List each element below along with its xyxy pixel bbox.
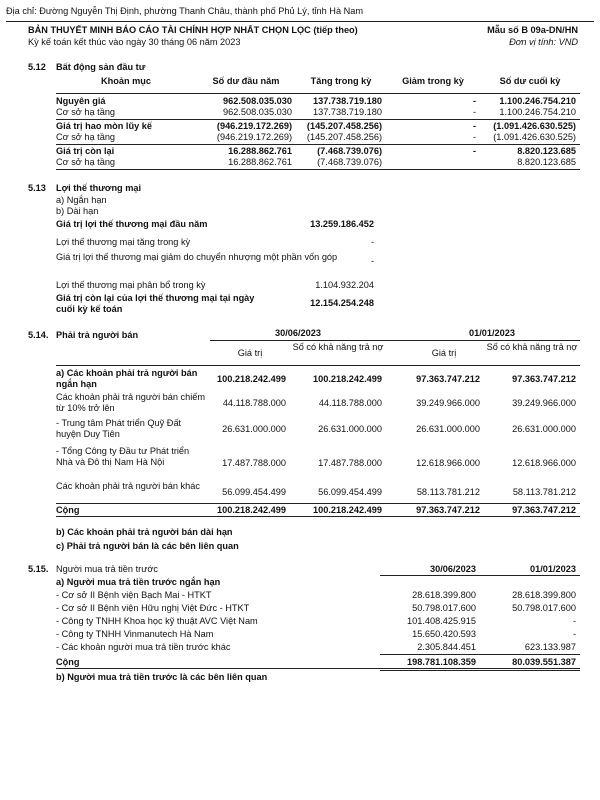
cell: -: [572, 629, 576, 639]
table-rule: [380, 654, 580, 655]
row-label: Cơ sở hạ tầng: [56, 157, 116, 167]
column-header: Giảm trong kỳ: [402, 76, 464, 86]
advance-row-label: - Các khoản người mua trả tiền trước khác: [56, 642, 231, 652]
cell: (946.219.172.269): [216, 121, 292, 131]
cell: (7.468.739.076): [317, 146, 382, 156]
advance-row-label: - Công ty TNHH Vinmanutech Hà Nam: [56, 629, 214, 639]
goodwill-value: -: [370, 237, 374, 247]
section-number: 5.15.: [28, 564, 49, 574]
cell: 962.508.035.030: [223, 107, 292, 117]
cell: (7.468.739.076): [317, 157, 382, 167]
goodwill-row-label: Lợi thế thương mại phân bổ trong kỳ: [56, 280, 206, 290]
cell: 28.618.399.800: [412, 590, 476, 600]
section-number: 5.12: [28, 62, 46, 72]
cell: (1.091.426.630.525): [493, 121, 576, 131]
row-label: Giá trị còn lại: [56, 146, 115, 156]
total-cell: 198.781.108.359: [407, 657, 476, 667]
column-header: Số có khả năng trả nợ: [486, 342, 578, 352]
table-rule: [380, 575, 580, 576]
table-rule: [56, 119, 580, 120]
column-header: Tăng trong kỳ: [310, 76, 372, 86]
total-cell: 97.363.747.212: [416, 505, 480, 515]
subsection-label: a) Người mua trả tiền trước ngắn hạn: [56, 577, 221, 587]
report-title: BẢN THUYẾT MINH BÁO CÁO TÀI CHÍNH HỢP NHẤT CHỌN LỌC (tiếp theo): [28, 25, 358, 35]
table-rule: [56, 503, 580, 504]
total-cell: 100.218.242.499: [217, 505, 286, 515]
goodwill-value: 13.259.186.452: [310, 219, 374, 229]
header-divider: [6, 21, 594, 22]
table-rule: [380, 670, 580, 671]
total-cell: 97.363.747.212: [512, 505, 576, 515]
advance-row-label: - Cơ sở II Bệnh viện Bạch Mai - HTKT: [56, 590, 212, 600]
total-cell: 80.039.551.387: [512, 657, 576, 667]
column-header: Số dư cuối kỳ: [499, 76, 561, 86]
table-rule: [56, 365, 580, 366]
cell: 26.631.000.000: [416, 424, 480, 434]
cell: 100.218.242.499: [217, 374, 286, 384]
cell: 44.118.788.000: [222, 398, 286, 408]
table-rule: [56, 93, 580, 94]
column-header: Khoản mục: [100, 76, 152, 86]
section-number: 5.14.: [28, 330, 49, 340]
cell: 1.100.246.754.210: [499, 107, 576, 117]
cell: 623.133.987: [524, 642, 576, 652]
date-header: 01/01/2023: [469, 328, 515, 338]
table-rule: [56, 169, 580, 170]
goodwill-value: -: [370, 256, 374, 266]
payable-row-label: - Trung tâm Phát triển Quỹ Đất huyện Duy Tiên: [56, 418, 182, 439]
column-header: Số dư đầu năm: [212, 76, 280, 86]
cell: -: [472, 96, 476, 106]
date-header: 01/01/2023: [530, 564, 576, 574]
cell: 26.631.000.000: [318, 424, 382, 434]
column-header: Giá trị: [431, 348, 457, 358]
table-rule: [210, 340, 580, 341]
cell: (1.091.426.630.525): [493, 132, 576, 142]
cell: 8.820.123.685: [517, 157, 576, 167]
row-label: Nguyên giá: [56, 96, 106, 106]
advance-row-label: - Cơ sở II Bệnh viện Hữu nghị Việt Đức - HTKT: [56, 603, 250, 613]
date-header: 30/06/2023: [430, 564, 476, 574]
cell: -: [572, 616, 576, 626]
cell: 58.113.781.212: [512, 487, 576, 497]
address: Địa chỉ: Đường Nguyễn Thị Định, phường Thanh Châu, thành phố Phủ Lý, tỉnh Hà Nam: [6, 6, 364, 16]
column-header: Số có khả năng trả nợ: [292, 342, 384, 352]
payable-row-label: - Tổng Công ty Đầu tư Phát triển Nhà và Đô thị Nam Hà Nội: [56, 446, 190, 467]
cell: 101.408.425.915: [407, 616, 476, 626]
row-label: Cơ sở hạ tầng: [56, 107, 116, 117]
row-label: Cơ sở hạ tầng: [56, 132, 116, 142]
cell: 28.618.399.800: [512, 590, 576, 600]
cell: -: [472, 146, 476, 156]
cell: (946.219.172.269): [216, 132, 292, 142]
row-label: Giá trị hao mòn lũy kế: [56, 121, 152, 131]
form-number: Mẫu số B 09a-DN/HN: [487, 25, 578, 35]
total-label: Cộng: [56, 657, 80, 667]
payable-row-label: Các khoản phải trả người bán khác: [56, 481, 200, 491]
table-rule: [56, 144, 580, 145]
cell: -: [472, 121, 476, 131]
advance-row-label: - Công ty TNHH Khoa học kỹ thuật AVC Việt Nam: [56, 616, 258, 626]
section-title: Phải trả người bán: [56, 330, 139, 340]
section-title: Bất động sản đầu tư: [56, 62, 146, 72]
section-title: Người mua trả tiền trước: [56, 564, 158, 574]
subsection-label: b) Người mua trả tiền trước là các bên liên quan: [56, 672, 268, 682]
date-header: 30/06/2023: [275, 328, 321, 338]
cell: 962.508.035.030: [223, 96, 292, 106]
subsection-label: c) Phải trả người bán là các bên liên quan: [56, 541, 239, 551]
total-label: Cộng: [56, 505, 80, 515]
goodwill-row-label: Giá trị lợi thế thương mại giảm do chuyển nhượng một phần vốn góp: [56, 252, 338, 262]
cell: -: [472, 107, 476, 117]
cell: 137.738.719.180: [313, 107, 382, 117]
cell: 15.650.420.593: [412, 629, 476, 639]
subsection-label: b) Các khoản phải trả người bán dài hạn: [56, 527, 233, 537]
section-title: Lợi thế thương mại: [56, 183, 142, 193]
cell: 39.249.966.000: [416, 398, 480, 408]
goodwill-row-label: Lợi thế thương mại tăng trong kỳ: [56, 237, 191, 247]
column-header: Giá trị: [237, 348, 263, 358]
cell: 8.820.123.685: [517, 146, 576, 156]
cell: 56.099.454.499: [222, 487, 286, 497]
cell: 137.738.719.180: [313, 96, 382, 106]
cell: -: [472, 132, 476, 142]
cell: 44.118.788.000: [318, 398, 382, 408]
cell: 100.218.242.499: [313, 374, 382, 384]
cell: (145.207.458.256): [306, 132, 382, 142]
cell: 12.618.966.000: [416, 458, 480, 468]
section-number: 5.13: [28, 183, 46, 193]
currency-unit: Đơn vị tính: VND: [509, 37, 578, 47]
report-period: Kỳ kế toán kết thúc vào ngày 30 tháng 06 năm 2023: [28, 37, 241, 47]
goodwill-row-label: Giá trị còn lại của lợi thế thương mại tại ngày cuối kỳ kế toán: [56, 293, 255, 314]
cell: 50.798.017.600: [512, 603, 576, 613]
goodwill-value: 12.154.254.248: [310, 298, 374, 308]
cell: 16.288.862.761: [228, 157, 292, 167]
cell: 26.631.000.000: [512, 424, 576, 434]
cell: 97.363.747.212: [416, 374, 480, 384]
payable-row-label: a) Các khoản phải trả người bán ngắn hạn: [56, 368, 198, 389]
cell: 26.631.000.000: [222, 424, 286, 434]
cell: 2.305.844.451: [417, 642, 476, 652]
cell: 12.618.966.000: [512, 458, 576, 468]
cell: (145.207.458.256): [306, 121, 382, 131]
table-rule: [56, 668, 580, 669]
goodwill-value: 1.104.932.204: [315, 280, 374, 290]
table-rule: [56, 516, 580, 517]
cell: 50.798.017.600: [412, 603, 476, 613]
cell: 56.099.454.499: [318, 487, 382, 497]
cell: 58.113.781.212: [416, 487, 480, 497]
cell: 97.363.747.212: [512, 374, 576, 384]
cell: 39.249.966.000: [512, 398, 576, 408]
cell: 1.100.246.754.210: [499, 96, 576, 106]
goodwill-row-label: Giá trị lợi thế thương mại đầu năm: [56, 219, 208, 229]
payable-row-label: Các khoản phải trả người bán chiếm từ 10% trở lên: [56, 392, 206, 413]
cell: 17.487.788.000: [318, 458, 382, 468]
subsection-label: a) Ngắn hạn: [56, 195, 107, 205]
cell: 17.487.788.000: [222, 458, 286, 468]
cell: 16.288.862.761: [228, 146, 292, 156]
total-cell: 100.218.242.499: [313, 505, 382, 515]
subsection-label: b) Dài hạn: [56, 206, 99, 216]
